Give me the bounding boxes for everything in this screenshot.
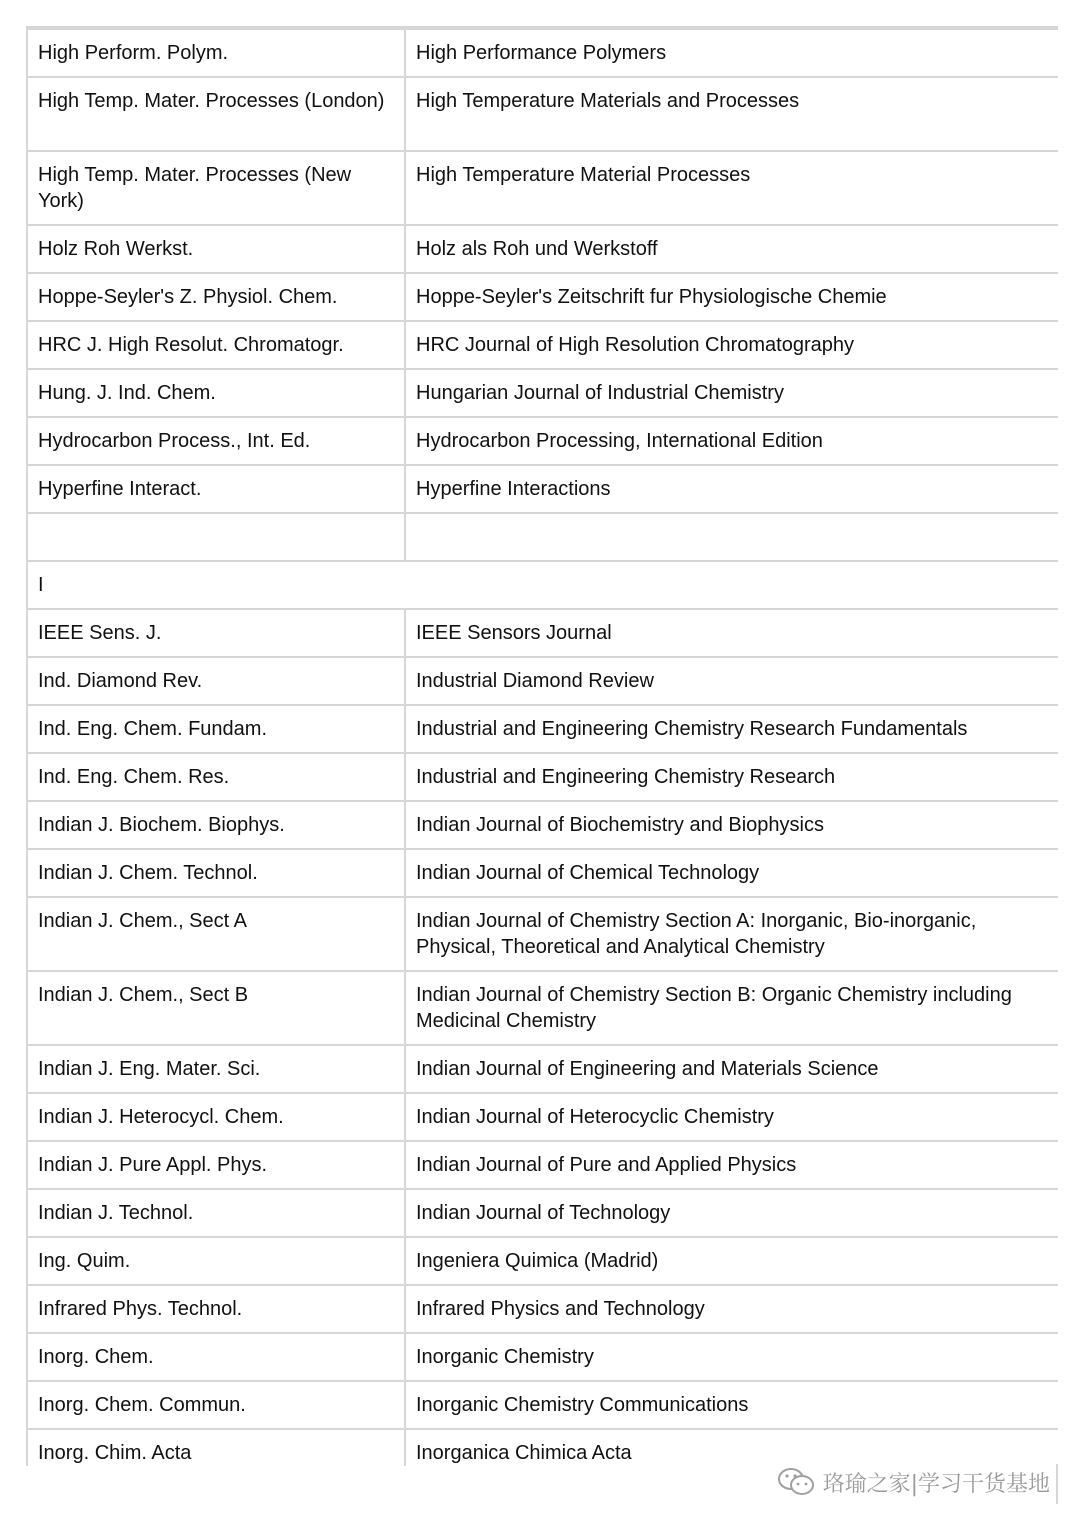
table-row [27, 513, 1058, 561]
full-title-cell: Industrial and Engineering Chemistry Research [405, 753, 1058, 801]
abbreviation-cell: High Temp. Mater. Processes (London) [27, 77, 405, 151]
full-title-cell: Hydrocarbon Processing, International Edition [405, 417, 1058, 465]
abbreviation-cell: Inorg. Chim. Acta [27, 1429, 405, 1466]
table-row [27, 1141, 1058, 1189]
full-title-cell: Inorganic Chemistry [405, 1333, 1058, 1381]
abbreviation-cell: HRC J. High Resolut. Chromatogr. [27, 321, 405, 369]
table-row [27, 705, 1058, 753]
abbreviation-cell: Indian J. Technol. [27, 1189, 405, 1237]
journal-table-frame [26, 26, 1058, 1466]
abbreviation-cell: Indian J. Eng. Mater. Sci. [27, 1045, 405, 1093]
table-row [27, 753, 1058, 801]
full-title-cell: Indian Journal of Chemistry Section A: Inorganic, Bio-inorganic, Physical, Theoretical and Analytical Chemistry [405, 897, 1058, 971]
table-row [27, 609, 1058, 657]
abbreviation-cell: Hoppe-Seyler's Z. Physiol. Chem. [27, 273, 405, 321]
full-title-cell: Hoppe-Seyler's Zeitschrift fur Physiologische Chemie [405, 273, 1058, 321]
full-title-cell: Indian Journal of Technology [405, 1189, 1058, 1237]
table-row [27, 151, 1058, 225]
full-title-cell: Inorganic Chemistry Communications [405, 1381, 1058, 1429]
table-row [27, 657, 1058, 705]
table-row [27, 801, 1058, 849]
section-header-row [27, 561, 1058, 609]
abbreviation-cell: Indian J. Pure Appl. Phys. [27, 1141, 405, 1189]
full-title-cell: Hungarian Journal of Industrial Chemistry [405, 369, 1058, 417]
table-row [27, 225, 1058, 273]
full-title-cell: Indian Journal of Chemical Technology [405, 849, 1058, 897]
abbreviation-cell: Hyperfine Interact. [27, 465, 405, 513]
abbreviation-cell: Indian J. Heterocycl. Chem. [27, 1093, 405, 1141]
watermark-text: 珞瑜之家|学习干货基地 [822, 1471, 1050, 1497]
full-title-cell: Indian Journal of Pure and Applied Physics [405, 1141, 1058, 1189]
full-title-cell [405, 513, 1058, 561]
full-title-cell: Industrial and Engineering Chemistry Research Fundamentals [405, 705, 1058, 753]
abbreviation-cell: IEEE Sens. J. [27, 609, 405, 657]
full-title-cell: IEEE Sensors Journal [405, 609, 1058, 657]
table-row [27, 369, 1058, 417]
abbreviation-cell: Infrared Phys. Technol. [27, 1285, 405, 1333]
full-title-cell: Hyperfine Interactions [405, 465, 1058, 513]
full-title-cell: Indian Journal of Biochemistry and Biophysics [405, 801, 1058, 849]
abbreviation-cell [27, 513, 405, 561]
full-title-cell: Inorganica Chimica Acta [405, 1429, 1058, 1466]
page-border-fragment [1056, 1464, 1058, 1504]
abbreviation-cell: Ind. Eng. Chem. Fundam. [27, 705, 405, 753]
table-row [27, 465, 1058, 513]
table-row [27, 897, 1058, 971]
abbreviation-cell: Ind. Eng. Chem. Res. [27, 753, 405, 801]
abbreviation-cell: High Temp. Mater. Processes (New York) [27, 151, 405, 225]
table-row [27, 273, 1058, 321]
full-title-cell: Holz als Roh und Werkstoff [405, 225, 1058, 273]
table-row [27, 1429, 1058, 1466]
abbreviation-cell: Hydrocarbon Process., Int. Ed. [27, 417, 405, 465]
table-row [27, 29, 1058, 77]
abbreviation-cell: Indian J. Chem., Sect A [27, 897, 405, 971]
table-row [27, 971, 1058, 1045]
full-title-cell: Indian Journal of Engineering and Materials Science [405, 1045, 1058, 1093]
full-title-cell: Indian Journal of Heterocyclic Chemistry [405, 1093, 1058, 1141]
table-row [27, 1381, 1058, 1429]
abbreviation-cell: Inorg. Chem. Commun. [27, 1381, 405, 1429]
abbreviation-cell: High Perform. Polym. [27, 29, 405, 77]
full-title-cell: High Performance Polymers [405, 29, 1058, 77]
table-body [27, 29, 1058, 1466]
watermark [777, 1462, 1050, 1502]
table-row [27, 1237, 1058, 1285]
abbreviation-cell: Indian J. Chem. Technol. [27, 849, 405, 897]
abbreviation-cell: Inorg. Chem. [27, 1333, 405, 1381]
full-title-cell: High Temperature Materials and Processes [405, 77, 1058, 151]
abbreviation-cell: Ing. Quim. [27, 1237, 405, 1285]
journal-abbreviation-table [26, 28, 1058, 1466]
full-title-cell: Indian Journal of Chemistry Section B: Organic Chemistry including Medicinal Chemistry [405, 971, 1058, 1045]
wechat-icon [777, 1467, 815, 1497]
table-row [27, 321, 1058, 369]
full-title-cell: Ingeniera Quimica (Madrid) [405, 1237, 1058, 1285]
table-row [27, 77, 1058, 151]
abbreviation-cell: Indian J. Chem., Sect B [27, 971, 405, 1045]
table-row [27, 1333, 1058, 1381]
abbreviation-cell: Indian J. Biochem. Biophys. [27, 801, 405, 849]
full-title-cell: Industrial Diamond Review [405, 657, 1058, 705]
table-row [27, 1285, 1058, 1333]
abbreviation-cell: Ind. Diamond Rev. [27, 657, 405, 705]
table-row [27, 1093, 1058, 1141]
full-title-cell: High Temperature Material Processes [405, 151, 1058, 225]
full-title-cell: Infrared Physics and Technology [405, 1285, 1058, 1333]
table-row [27, 1189, 1058, 1237]
table-row [27, 1045, 1058, 1093]
abbreviation-cell: Hung. J. Ind. Chem. [27, 369, 405, 417]
table-row [27, 849, 1058, 897]
table-row [27, 417, 1058, 465]
section-letter: I [27, 561, 1058, 609]
full-title-cell: HRC Journal of High Resolution Chromatography [405, 321, 1058, 369]
abbreviation-cell: Holz Roh Werkst. [27, 225, 405, 273]
